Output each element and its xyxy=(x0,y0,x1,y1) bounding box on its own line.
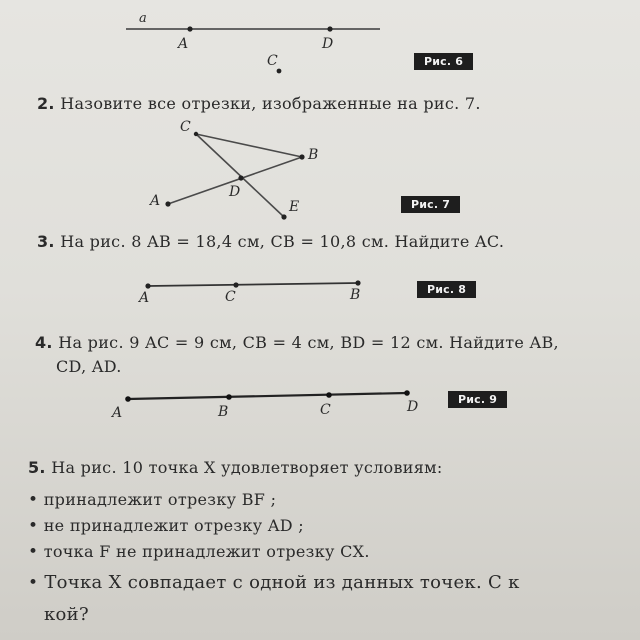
fig9-label-a: A xyxy=(112,405,123,421)
fig7-point-e xyxy=(281,214,286,219)
fig7-label-c: C xyxy=(180,119,191,135)
fig9-label-d: D xyxy=(407,399,419,415)
fig7-point-d xyxy=(238,175,243,180)
task5-bullet-4-continued: кой? xyxy=(44,604,89,625)
fig8-label-b: B xyxy=(350,287,361,303)
fig7-segment-cb xyxy=(196,134,302,157)
task3-text: На рис. 8 AB = 18,4 см, CB = 10,8 см. Найдите AC. xyxy=(60,232,505,251)
fig6-point-a xyxy=(187,26,192,31)
fig7-label-e: E xyxy=(289,199,300,215)
fig7-point-c xyxy=(194,132,198,136)
task5-bullet-4-text: Точка X совпадает с одной из данных точек. С к xyxy=(44,572,520,593)
fig8-point-b xyxy=(355,280,360,285)
fig7-point-b xyxy=(299,154,304,159)
fig7-label-a: A xyxy=(150,193,161,209)
task2-number: 2. xyxy=(37,94,55,113)
fig7-label-d: D xyxy=(229,184,241,200)
fig6-label-c: C xyxy=(267,53,278,69)
fig8-point-c xyxy=(233,282,238,287)
task3-number: 3. xyxy=(37,232,55,251)
fig6-badge: Рис. 6 xyxy=(414,53,473,70)
task5-bullet-2-text: не принадлежит отрезку AD ; xyxy=(43,516,304,535)
fig6-point-d xyxy=(327,26,332,31)
task5-bullet-4: • Точка X совпадает с одной из данных точек. С к xyxy=(28,572,520,593)
task5-bullet-1-text: принадлежит отрезку BF ; xyxy=(43,490,277,509)
task5-text: На рис. 10 точка X удовлетворяет условиям: xyxy=(51,458,443,477)
fig9-point-b xyxy=(226,394,232,400)
fig9-point-c xyxy=(326,392,332,398)
task5-bullet-2: • не принадлежит отрезку AD ; xyxy=(28,516,304,536)
task2-text: Назовите все отрезки, изображенные на рис. 7. xyxy=(60,94,481,113)
task5-bullet-3-text: точка F не принадлежит отрезку CX. xyxy=(43,542,370,561)
task4-text-line2: CD, AD. xyxy=(56,357,122,376)
fig7-badge: Рис. 7 xyxy=(401,196,460,213)
task4-text-line1: На рис. 9 AC = 9 см, CB = 4 см, BD = 12 см. Найдите AB, xyxy=(58,333,559,352)
fig9-segment-ad xyxy=(128,393,407,399)
fig6-label-d: D xyxy=(322,36,334,52)
task5-number: 5. xyxy=(28,458,46,477)
fig9-label-b: B xyxy=(218,404,229,420)
fig9-badge: Рис. 9 xyxy=(448,391,507,408)
fig9-label-c: C xyxy=(320,402,331,418)
fig6-label-a-line: a xyxy=(139,11,147,26)
task4 xyxy=(35,333,559,352)
fig7-point-a xyxy=(165,201,170,206)
fig8-label-a: A xyxy=(139,290,150,306)
fig7-segment-ce xyxy=(196,134,284,217)
task2 xyxy=(37,94,481,113)
task5-bullet-1: • принадлежит отрезку BF ; xyxy=(28,490,277,510)
fig8-label-c: C xyxy=(225,289,236,305)
fig8-badge: Рис. 8 xyxy=(417,281,476,298)
task5 xyxy=(28,458,443,477)
task4-number: 4. xyxy=(35,333,53,352)
fig6-point-c xyxy=(277,69,282,74)
fig8-segment-ab xyxy=(148,283,358,286)
fig7-label-b: B xyxy=(308,147,319,163)
fig8-point-a xyxy=(145,283,150,288)
task5-bullet-3: • точка F не принадлежит отрезку CX. xyxy=(28,542,370,562)
fig6-label-a: A xyxy=(178,36,189,52)
task3 xyxy=(37,232,504,251)
fig9-point-a xyxy=(125,396,131,402)
fig9-point-d xyxy=(404,390,410,396)
